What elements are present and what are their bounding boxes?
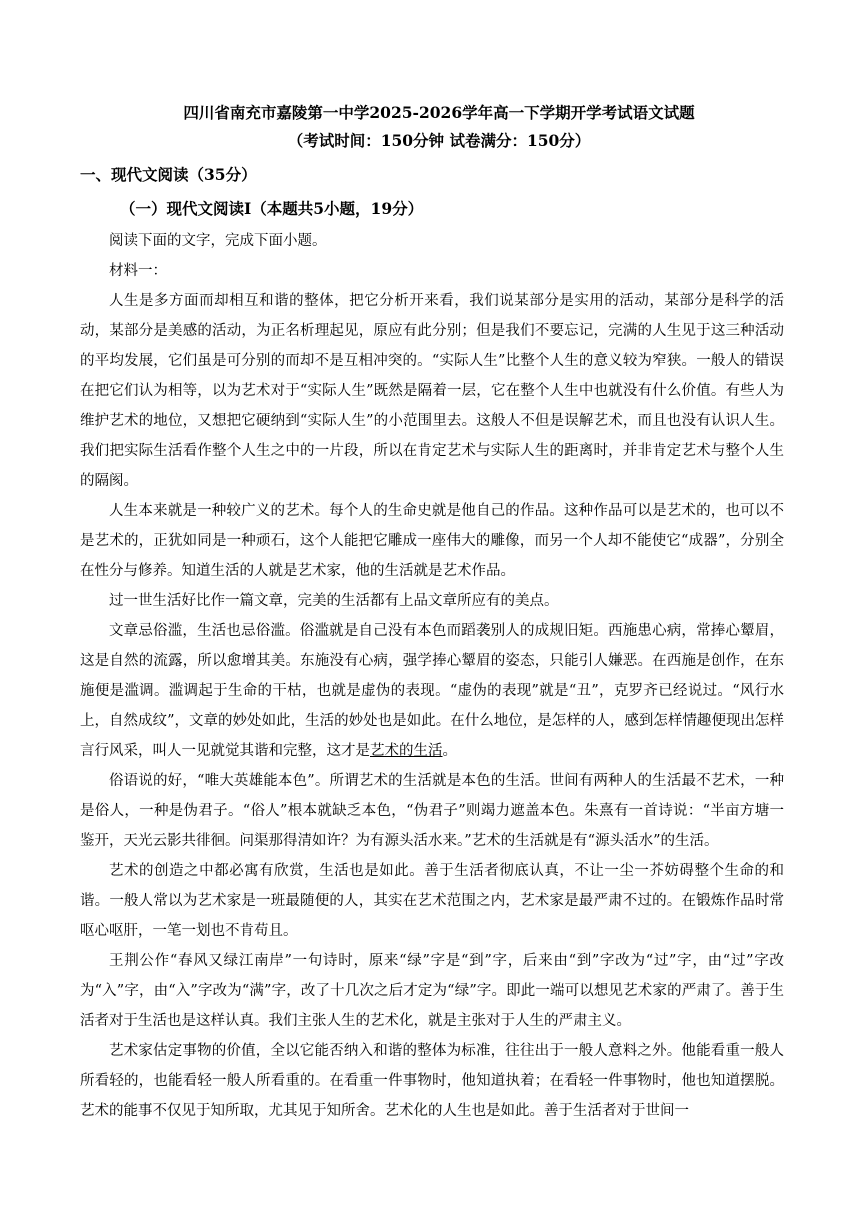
paragraph-2: 人生本来就是一种较广义的艺术。每个人的生命史就是他自己的作品。这种作品可以是艺术的，也可以不是艺术的，正犹如同是一种顽石，这个人能把它雕成一座伟大的雕像，而另一个人却不能使它“成器”，分别全在性分与修养。知道生活的人就是艺术家，他的生活就是艺术作品。 [80,503,784,579]
instruction-text: 阅读下面的文字，完成下面小题。 [109,233,327,249]
paragraph-7: 王荆公作“春风又绿江南岸”一句诗时，原来“绿”字是“到”字，后来由“到”字改为“过”字，由“过”字改为“入”字，由“入”字改为“满”字，改了十几次之后才定为“绿”字。即此一端可以想见艺术家的严肃了。善于生活者对于生活也是这样认真。我们主张人生的艺术化，就是主张对于人生的严肃主义。 [80,953,784,1029]
paragraph-6: 艺术的创造之中都必寓有欣赏，生活也是如此。善于生活者彻底认真，不让一尘一芥妨碍整个生命的和谐。一般人常以为艺术家是一班最随便的人，其实在艺术范围之内，艺术家是最严肃不过的。在锻炼作品时常呕心呕肝，一笔一划也不肯苟且。 [80,863,784,939]
paragraph-8: 艺术家估定事物的价值，全以它能否纳入和谐的整体为标准，往往出于一般人意料之外。他能看重一般人所看轻的，也能看轻一般人所看重的。在看重一件事物时，他知道执着；在看轻一件事物时，他也知道摆脱。艺术的能事不仅见于知所取，尤其见于知所舍。艺术化的人生也是如此。善于生活者对于世间一 [80,1043,784,1119]
section-heading: 一、现代文阅读（35分） [80,165,257,184]
material-label: 材料一： [109,263,167,279]
exam-title: 四川省南充市嘉陵第一中学2025-2026学年高一下学期开学考试语文试题 [183,103,695,122]
paragraph-4 [80,616,784,766]
underlined-phrase: 艺术的生活 [370,743,443,759]
paragraph-1: 人生是多方面而却相互和谐的整体，把它分析开来看，我们说某部分是实用的活动，某部分是科学的活动，某部分是美感的活动，为正名析理起见，原应有此分别；但是我们不要忘记，完满的人生见于这三种活动的平均发展，它们虽是可分别的而却不是互相冲突的。“实际人生”比整个人生的意义较为窄狭。一般人的错误在把它们认为相等，以为艺术对于“实际人生”既然是隔着一层，它在整个人生中也就没有什么价值。有些人为维护艺术的地位，又想把它硬纳到“实际人生”的小范围里去。这般人不但是误解艺术，而且也没有认识人生。我们把实际生活看作整个人生之中的一片段，所以在肯定艺术与实际人生的距离时，并非肯定艺术与整个人生的隔阂。 [80,293,784,489]
exam-subtitle: （考试时间：150分钟 试卷满分：150分） [287,131,591,150]
paragraph-4-end: 。 [442,743,457,759]
paragraph-3: 过一世生活好比作一篇文章，完美的生活都有上品文章所应有的美点。 [109,593,559,609]
reading-passage [0,226,868,1126]
paragraph-4-text: 文章忌俗滥，生活也忌俗滥。俗滥就是自己没有本色而蹈袭别人的成规旧矩。西施患心病，常捧心颦眉，这是自然的流露，所以愈增其美。东施没有心病，强学捧心颦眉的姿态，只能引人嫌恶。在西施是创作，在东施便是滥调。滥调起于生命的干枯，也就是虚伪的表现。“虚伪的表现”就是“丑”，克罗齐已经说过。“风行水上，自然成纹”，文章的妙处如此，生活的妙处也是如此。在什么地位，是怎样的人，感到怎样情趣便现出怎样言行风采，叫人一见就觉其谐和完整，这才是 [80,623,784,759]
paragraph-5: 俗语说的好，“唯大英雄能本色”。所谓艺术的生活就是本色的生活。世间有两种人的生活最不艺术，一种是俗人，一种是伪君子。“俗人”根本就缺乏本色，“伪君子”则竭力遮盖本色。朱熹有一首诗说：“半亩方塘一鉴开，天光云影共徘徊。问渠那得清如许？为有源头活水来。”艺术的生活就是有“源头活水”的生活。 [80,773,784,849]
subsection-heading: （一）现代文阅读Ⅰ（本题共5小题，19分） [120,199,424,218]
